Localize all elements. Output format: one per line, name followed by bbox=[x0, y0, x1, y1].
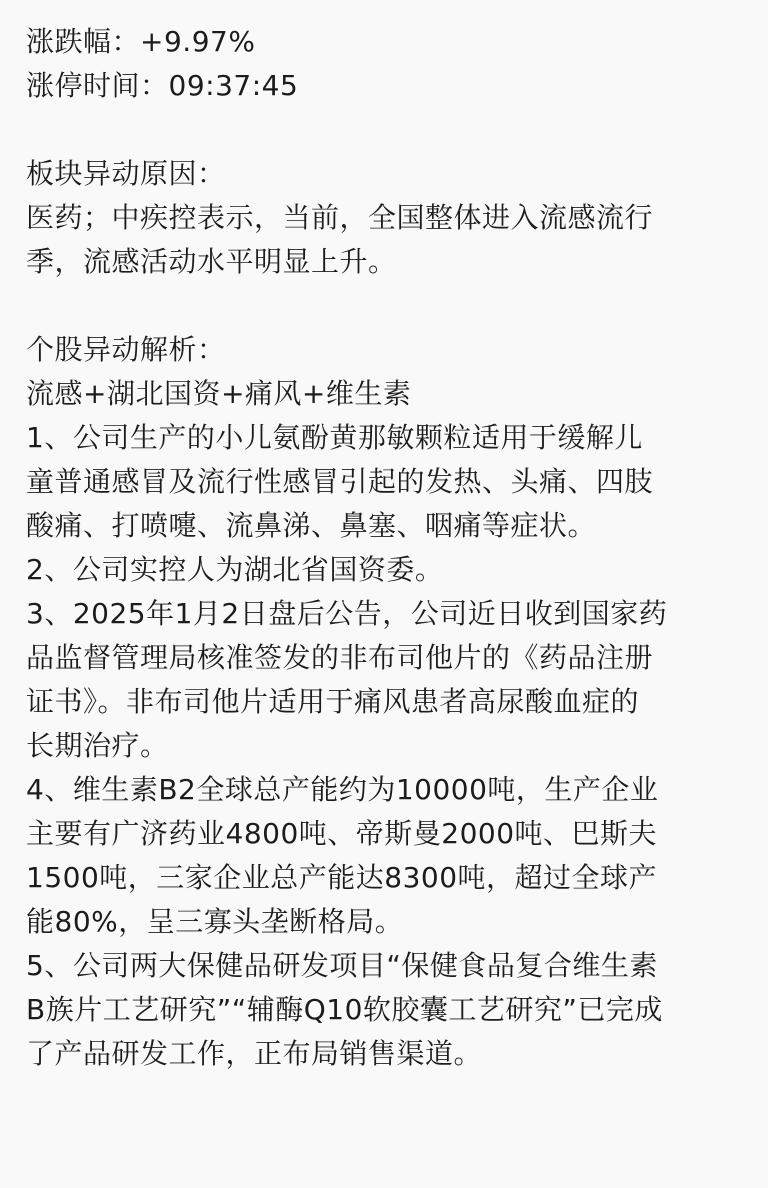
sector-reason-line-1: 医药；中疾控表示，当前，全国整体进入流感流行 bbox=[26, 201, 654, 234]
price-change-row bbox=[26, 20, 744, 64]
blank-line bbox=[26, 108, 744, 152]
point-line: 1、公司生产的小儿氨酚黄那敏颗粒适用于缓解儿 bbox=[26, 421, 643, 454]
stock-heading: 个股异动解析： bbox=[26, 333, 226, 366]
point-line: 酸痛、打喷嚏、流鼻涕、鼻塞、咽痛等症状。 bbox=[26, 509, 597, 542]
point-line: 2、公司实控人为湖北省国资委。 bbox=[26, 553, 444, 586]
price-change-value: +9.97% bbox=[140, 25, 256, 58]
point-line: 证书》。非布司他片适用于痛风患者高尿酸血症的 bbox=[26, 685, 640, 718]
point-line: 童普通感冒及流行性感冒引起的发热、头痛、四肢 bbox=[26, 465, 654, 498]
point-line: 5、公司两大保健品研发项目“保健食品复合维生素 bbox=[26, 949, 658, 982]
sector-heading: 板块异动原因： bbox=[26, 157, 226, 190]
point-line: 了产品研发工作，正布局销售渠道。 bbox=[26, 1037, 483, 1070]
limit-up-time-label: 涨停时间： bbox=[26, 69, 169, 102]
stock-tags: 流感+湖北国资+痛风+维生素 bbox=[26, 377, 412, 410]
limit-up-time-value: 09:37:45 bbox=[168, 69, 299, 102]
point-line: 长期治疗。 bbox=[26, 729, 169, 762]
point-2 bbox=[26, 548, 744, 592]
point-line: B族片工艺研究”“辅酶Q10软胶囊工艺研究”已完成 bbox=[26, 993, 663, 1026]
price-change-label: 涨跌幅： bbox=[26, 25, 141, 58]
limit-up-time-row bbox=[26, 64, 744, 108]
point-1 bbox=[26, 416, 744, 548]
blank-line bbox=[26, 284, 744, 328]
point-line: 3、2025年1月2日盘后公告，公司近日收到国家药 bbox=[26, 597, 668, 630]
point-line: 能80%，呈三寡头垄断格局。 bbox=[26, 905, 404, 938]
point-4 bbox=[26, 768, 744, 944]
point-line: 主要有广济药业4800吨、帝斯曼2000吨、巴斯夫 bbox=[26, 817, 658, 850]
point-line: 品监督管理局核准签发的非布司他片的《药品注册 bbox=[26, 641, 654, 674]
point-line: 1500吨，三家企业总产能达8300吨，超过全球产 bbox=[26, 861, 658, 894]
point-3 bbox=[26, 592, 744, 768]
sector-reason-line-2: 季，流感活动水平明显上升。 bbox=[26, 245, 397, 278]
point-line: 4、维生素B2全球总产能约为10000吨，生产企业 bbox=[26, 773, 659, 806]
point-5 bbox=[26, 944, 744, 1076]
